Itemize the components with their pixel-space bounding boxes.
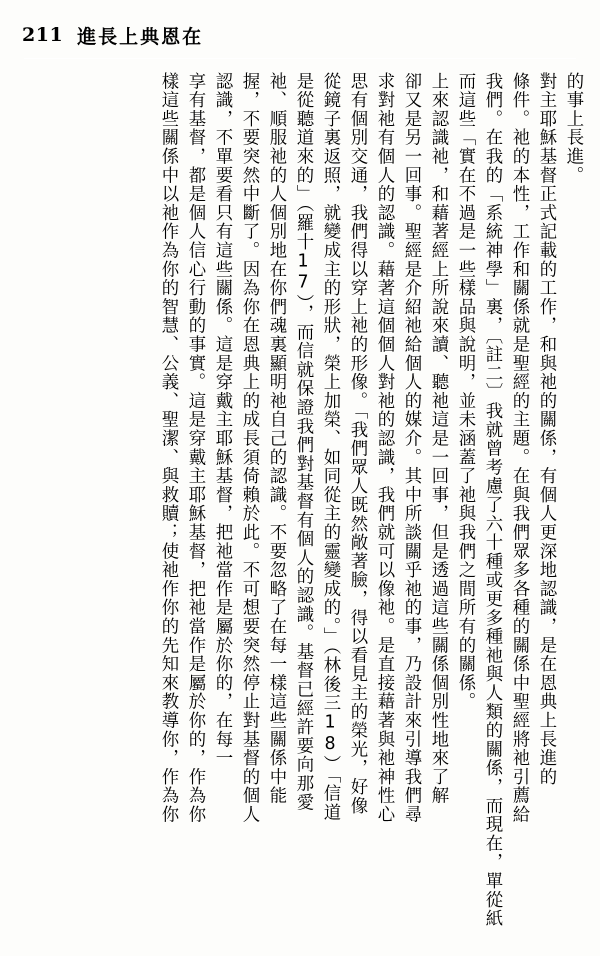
- header-divider: [24, 58, 576, 59]
- text-column: 從鏡子裏返照，就變成主的形狀，榮上加榮、如同從主的靈變成的。」（林後三18）「信道: [320, 72, 340, 822]
- text-column: 條件。祂的本性，工作和關係就是聖經的主題。在與我們眾多各種的關係中聖經將祂引薦給: [509, 72, 529, 824]
- page-header: [22, 18, 578, 52]
- text-column: 享有基督，都是個人信心行動的事實。這是穿戴主耶穌基督，把祂當作是屬於你的，作為你: [185, 72, 205, 824]
- text-column: 對主耶穌基督正式記載的工作，和與祂的關係，有個人更深地認識，是在恩典上長進的: [536, 72, 556, 787]
- text-column: 祂、順服祂的人個別地在你們魂裏顯明祂自己的認識。不要忽略了在每一樣這些關係中能: [266, 72, 286, 806]
- text-column: 是從聽道來的」（羅十17），而信就保證我們對基督有個人的認識。基督已經許要向那愛: [293, 72, 313, 812]
- body-text-area: [18, 72, 586, 940]
- text-column: 我們。在我的「系統神學」裏，〔註二〕我就曾考慮了六十種或更多種祂與人類的關係，而現在，單從紙: [482, 72, 502, 929]
- text-column: 思有個別交通，我們得以穿上祂的形像。「我們眾人既然敞著臉，得以看見主的榮光，好像: [347, 72, 367, 816]
- text-column: 樣這些關係中以祂作為你的智慧、公義、聖潔、與救贖；使祂作你的先知來教導你，作為你: [158, 72, 178, 824]
- text-column: 握，不要突然中斷了。因為你在恩典上的成長須倚賴於此。不可想要突然停止對基督的個人: [239, 72, 259, 824]
- page-number: 211: [22, 24, 64, 46]
- page-title: 進長上典恩在: [77, 25, 204, 48]
- text-column: 而這些「實在不過是一些樣品與說明，並未涵蓋了祂與我們之間所有的關係。: [455, 72, 475, 712]
- text-column: 認識，不單要看只有這些關係。這是穿戴主耶穌基督，把祂當作是屬於你的，在每一: [212, 72, 232, 768]
- text-column: 上來認識祂，和藉著經上所說來讀、聽祂這是一回事，但是透過這些關係個別性地來了解: [428, 72, 448, 806]
- text-column: 卻又是另一回事。聖經是介紹祂給個人的媒介。其中所談關乎祂的事，乃設計來引導我們尋: [401, 72, 421, 824]
- text-column: 的事上長進。: [563, 72, 583, 185]
- text-column: 求對祂有個人的認識。藉著這個個人對祂的認識，我們就可以像祂。是直接藉著與祂神性心: [374, 72, 394, 824]
